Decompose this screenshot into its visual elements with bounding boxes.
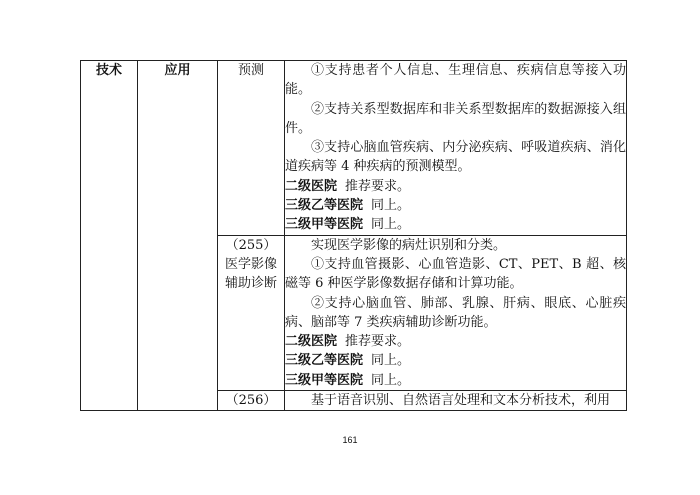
- level-label: 三级乙等医院: [285, 198, 364, 214]
- level-label: 三级乙等医院: [285, 353, 364, 369]
- level-value: 推荐要求。: [345, 178, 411, 194]
- level-label: 三级甲等医院: [285, 372, 364, 388]
- item-name-cell: [218, 61, 285, 236]
- paragraph: ②支持关系型数据库和非关系型数据库的数据源接入组件。: [285, 101, 626, 136]
- item-name: 医学影像: [224, 256, 277, 272]
- paragraph: ①支持患者个人信息、生理信息、疾病信息等接入功能。: [285, 63, 626, 98]
- level-value: 同上。: [371, 198, 411, 214]
- level-label: 三级甲等医院: [285, 217, 364, 233]
- item-name-cell: [218, 235, 285, 390]
- level-requirement: [285, 371, 626, 390]
- item-name: 预测: [237, 63, 264, 78]
- level-requirement: [285, 332, 626, 351]
- paragraph: ②支持心脑血管、肺部、乳腺、肝病、眼底、心脏疾病、脑部等 7 类疾病辅助诊断功能。: [285, 295, 626, 330]
- page-number: 161: [342, 435, 358, 445]
- level-requirement: [285, 177, 626, 196]
- subcategory-cell: 应用: [138, 61, 218, 411]
- level-requirement: [285, 351, 626, 370]
- item-content-cell: [285, 391, 627, 411]
- item-content-cell: [285, 235, 627, 390]
- item-number: （256）: [225, 393, 277, 409]
- category-cell: 技术: [81, 61, 138, 411]
- paragraph: 实现医学影像的病灶识别和分类。: [311, 237, 507, 253]
- level-requirement: [285, 215, 626, 234]
- item-content-cell: [285, 61, 627, 236]
- level-label: 二级医院: [285, 334, 338, 350]
- level-value: 同上。: [371, 372, 411, 388]
- item-name: 辅助诊断: [224, 276, 277, 292]
- item-number: （255）: [225, 237, 277, 253]
- level-requirement: [285, 196, 626, 215]
- level-value: 同上。: [371, 353, 411, 369]
- table-row: [81, 61, 627, 236]
- paragraph: ③支持心脑血管疾病、内分泌疾病、呼吸道疾病、消化道疾病等 4 种疾病的预测模型。: [285, 140, 626, 175]
- requirements-table: [80, 60, 627, 411]
- paragraph: 基于语音识别、自然语言处理和文本分析技术，利用: [311, 393, 611, 409]
- level-label: 二级医院: [285, 178, 338, 194]
- item-name-cell: [218, 391, 285, 411]
- level-value: 推荐要求。: [345, 334, 411, 350]
- level-value: 同上。: [371, 217, 411, 233]
- paragraph: ①支持血管摄影、心血管造影、CT、PET、B 超、核磁等 6 种医学影像数据存储和计算功能。: [285, 256, 626, 292]
